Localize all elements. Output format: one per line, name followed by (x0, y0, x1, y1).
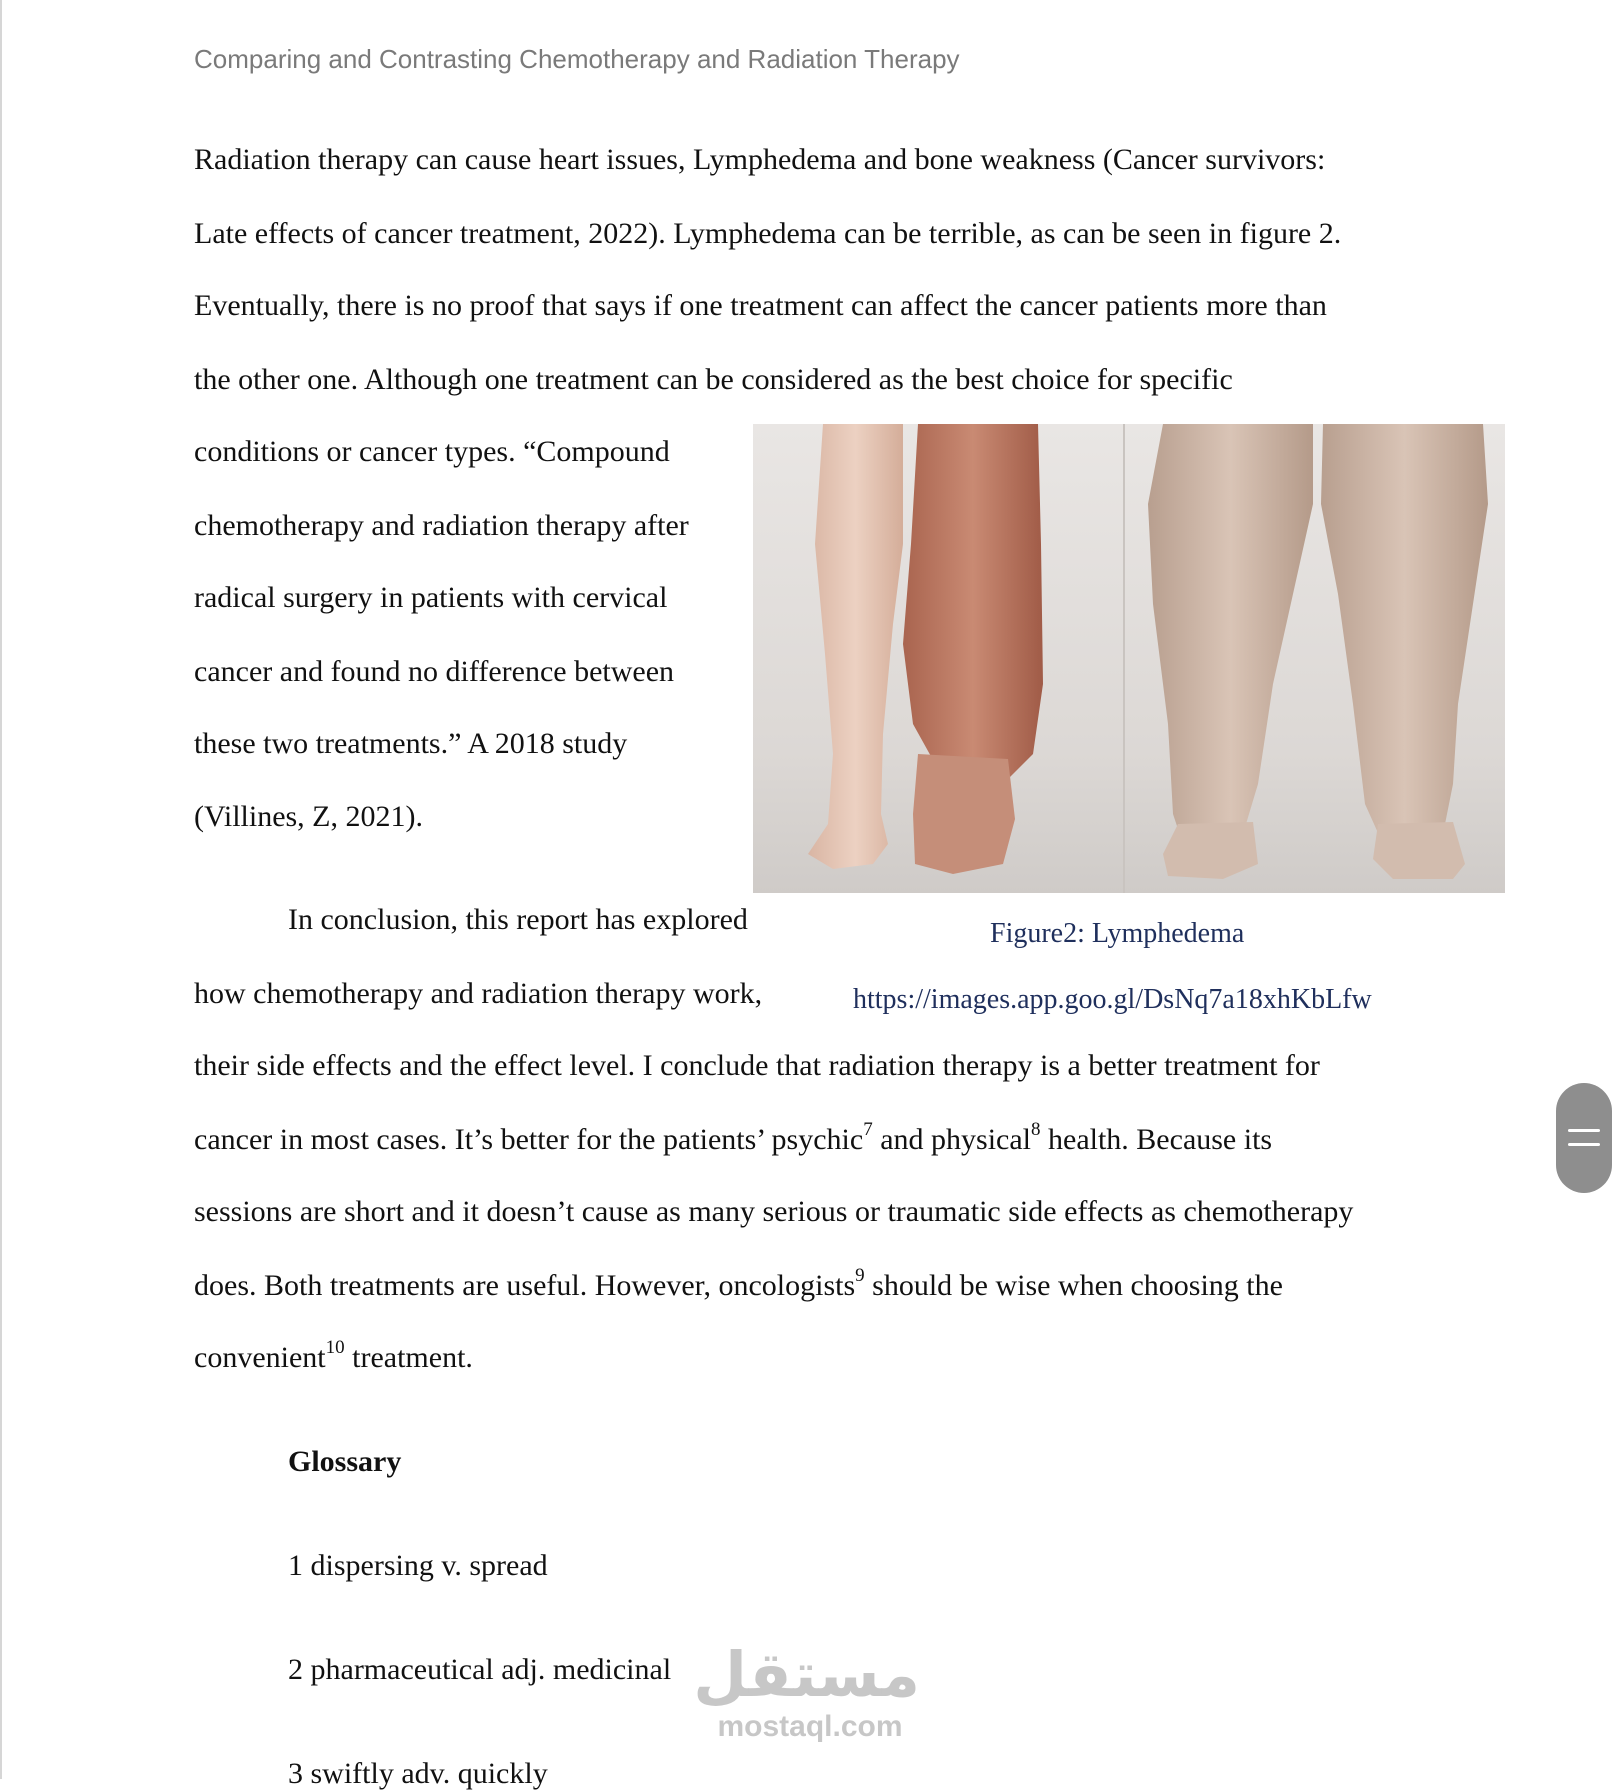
body-line: these two treatments.” A 2018 study (194, 727, 628, 760)
running-header: Comparing and Contrasting Chemotherapy and Radiation Therapy (194, 44, 960, 74)
text-segment: health. Because its (1040, 1123, 1273, 1156)
grip-line-icon (1568, 1129, 1600, 1132)
grip-line-icon (1568, 1143, 1600, 1146)
footnote-marker: 8 (1031, 1119, 1041, 1140)
footnote-marker: 10 (325, 1337, 345, 1358)
body-line: Late effects of cancer treatment, 2022). Lymphedema can be terrible, as can be seen in figure 2. (194, 217, 1342, 250)
text-segment: should be wise when choosing the (864, 1269, 1283, 1302)
figure-caption: Figure2: Lymphedema (990, 918, 1245, 949)
body-line (194, 1337, 473, 1376)
page-edge (0, 0, 2, 1779)
body-line: chemotherapy and radiation therapy after (194, 509, 689, 542)
watermark-latin: mostaql.com (717, 1710, 903, 1743)
body-line: In conclusion, this report has explored (288, 903, 748, 936)
body-line: Eventually, there is no proof that says if one treatment can affect the cancer patients more than (194, 289, 1327, 322)
body-line: sessions are short and it doesn’t cause as many serious or traumatic side effects as chemotherapy (194, 1195, 1354, 1228)
body-line: cancer and found no difference between (194, 655, 675, 688)
body-line: their side effects and the effect level. I conclude that radiation therapy is a better treatment for (194, 1049, 1320, 1082)
footnote-marker: 9 (855, 1265, 865, 1286)
text-segment: cancer in most cases. It’s better for the patients’ psychic (194, 1123, 864, 1156)
text-segment: and physical (872, 1123, 1031, 1156)
body-line: how chemotherapy and radiation therapy work, (194, 977, 763, 1010)
text-segment: does. Both treatments are useful. However, oncologists (194, 1269, 856, 1302)
body-line: radical surgery in patients with cervical (194, 581, 668, 614)
glossary-item: 3 swiftly adv. quickly (288, 1757, 548, 1790)
glossary-item: 1 dispersing v. spread (288, 1549, 548, 1582)
glossary-item: 2 pharmaceutical adj. medicinal (288, 1653, 672, 1686)
body-line: conditions or cancer types. “Compound (194, 435, 670, 468)
lymphedema-figure-image (753, 424, 1505, 893)
glossary-title: Glossary (288, 1445, 402, 1478)
footnote-marker: 7 (863, 1119, 873, 1140)
body-line: the other one. Although one treatment can be considered as the best choice for specific (194, 363, 1233, 396)
body-line (194, 1119, 1273, 1158)
watermark-arabic: مستقل (693, 1638, 920, 1711)
scroll-handle[interactable] (1556, 1083, 1612, 1193)
watermark (693, 1638, 920, 1760)
body-line (194, 1265, 1283, 1304)
text-segment: convenient (194, 1341, 326, 1374)
figure-source-link[interactable]: https://images.app.goo.gl/DsNq7a18xhKbLfw (853, 984, 1372, 1015)
body-line: (Villines, Z, 2021). (194, 800, 423, 833)
text-segment: treatment. (344, 1341, 473, 1374)
body-line: Radiation therapy can cause heart issues, Lymphedema and bone weakness (Cancer survivors: (194, 143, 1326, 176)
